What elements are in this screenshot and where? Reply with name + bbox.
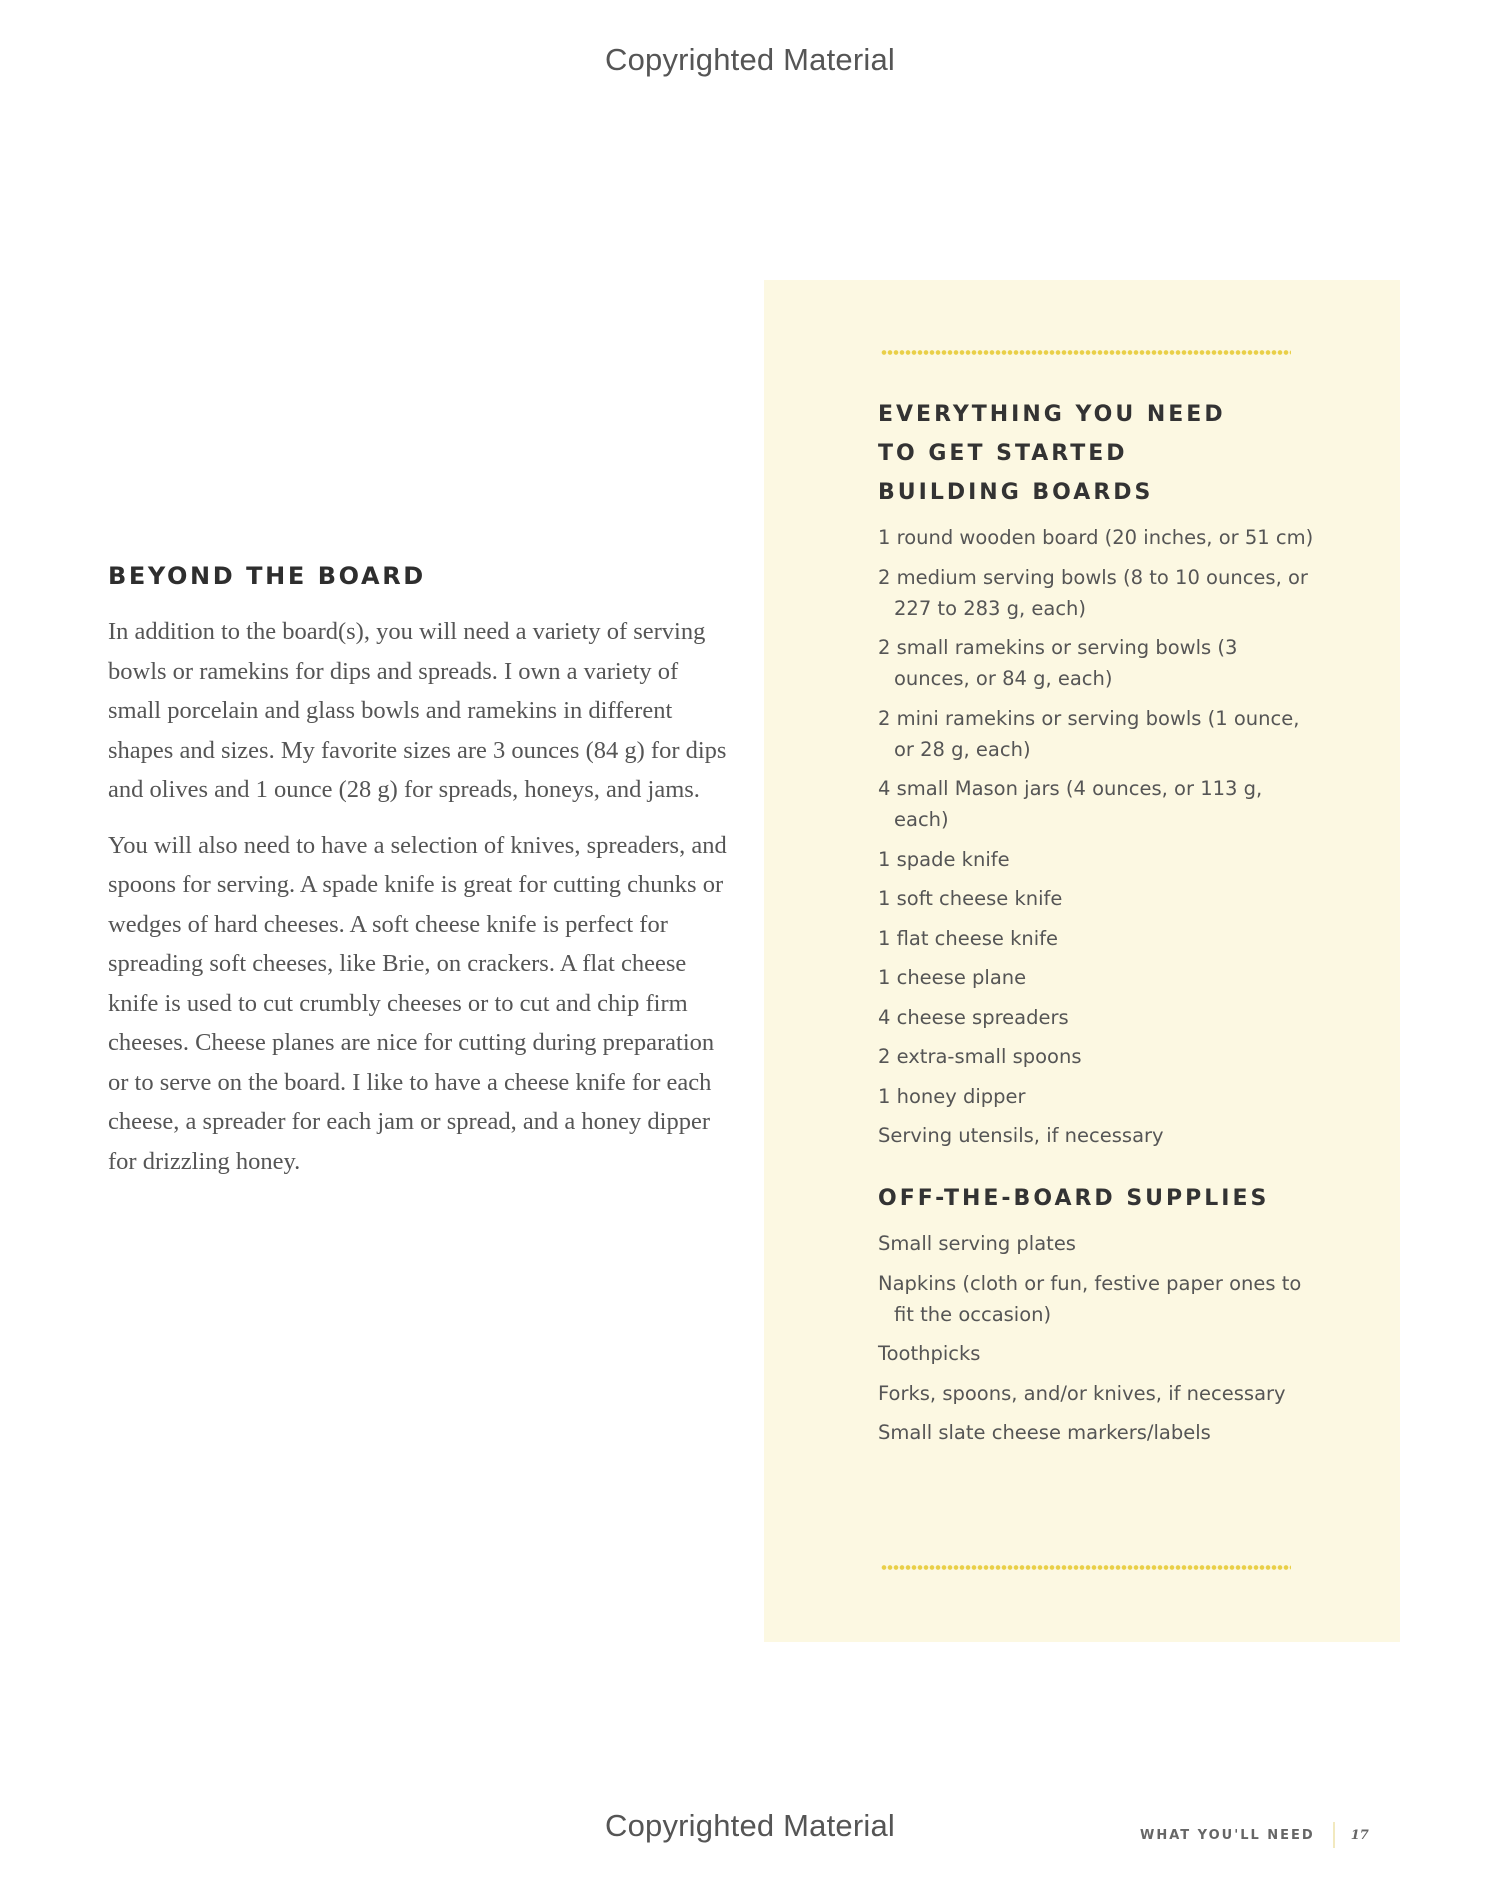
heading-line: TO GET STARTED — [878, 441, 1128, 466]
list-item: 1 round wooden board (20 inches, or 51 cm) — [878, 526, 1314, 549]
list-item: 1 spade knife — [878, 847, 1010, 871]
copyright-watermark-top: Copyrighted Material — [604, 42, 896, 77]
beyond-the-board-section — [108, 562, 728, 1197]
list-item: 2 mini ramekins or serving bowls (1 ounce, or 28 g, each) — [878, 706, 1300, 761]
list-item: 1 cheese plane — [878, 966, 1027, 989]
heading-line: BUILDING BOARDS — [878, 480, 1154, 505]
list-item: 4 small Mason jars (4 ounces, or 113 g, each) — [878, 777, 1263, 831]
list-item: 1 soft cheese knife — [878, 887, 1063, 910]
list-item: Toothpicks — [878, 1342, 981, 1365]
list-item: Serving utensils, if necessary — [878, 1124, 1164, 1147]
list-item: 4 cheese spreaders — [878, 1005, 1069, 1029]
page-number: 17 — [1350, 1827, 1369, 1843]
list-item: Small slate cheese markers/labels — [878, 1421, 1211, 1444]
beyond-the-board-heading: BEYOND THE BOARD — [108, 562, 426, 590]
list-item: 2 medium serving bowls (8 to 10 ounces, or 227 to 283 g, each) — [878, 565, 1308, 620]
list-item: 2 small ramekins or serving bowls (3 ounces, or 84 g, each) — [878, 636, 1238, 690]
off-the-board-heading: OFF-THE-BOARD SUPPLIES — [878, 1186, 1270, 1211]
list-item: 2 extra-small spoons — [878, 1045, 1082, 1068]
list-item: 1 honey dipper — [878, 1084, 1026, 1108]
supplies-sidebar — [764, 280, 1400, 1642]
list-item: Napkins (cloth or fun, festive paper ones to fit the occasion) — [878, 1271, 1302, 1326]
getting-started-heading — [878, 395, 1318, 512]
sidebar-content — [878, 395, 1318, 1457]
getting-started-list — [878, 522, 1318, 1151]
list-item: 1 flat cheese knife — [878, 926, 1059, 950]
heading-line: EVERYTHING YOU NEED — [878, 402, 1226, 427]
body-paragraph-1: In addition to the board(s), you will need a variety of serving bowls or ramekins for dips and spreads. I own a variety of small porcelain and glass bowls and ramekins in different shapes and sizes. My favorite sizes are 3 ounces (84 g) for dips and olives and 1 ounce (28 g) for spreads, honeys, and jams. — [108, 618, 727, 803]
copyright-watermark-bottom: Copyrighted Material — [604, 1808, 896, 1843]
page-footer — [1140, 1822, 1369, 1848]
list-item: Small serving plates — [878, 1232, 1076, 1255]
footer-divider — [1333, 1822, 1335, 1848]
dotted-rule-bottom — [881, 1563, 1291, 1572]
dotted-rule-top — [881, 348, 1291, 357]
list-item: Forks, spoons, and/or knives, if necessary — [878, 1381, 1286, 1405]
running-head: WHAT YOU'LL NEED — [1140, 1827, 1315, 1843]
off-the-board-list — [878, 1228, 1318, 1448]
body-paragraph-2: You will also need to have a selection of knives, spreaders, and spoons for serving. A spade knife is great for cutting chunks or wedges of hard cheeses. A soft cheese knife is perfect for spreading soft cheeses, like Brie, on crackers. A flat cheese knife is used to cut crumbly cheeses or to cut and chip firm cheeses. Cheese planes are nice for cutting during preparation or to serve on the board. I like to have a cheese knife for each cheese, a spreader for each jam or spread, and a honey dipper for drizzling honey. — [108, 831, 727, 1175]
